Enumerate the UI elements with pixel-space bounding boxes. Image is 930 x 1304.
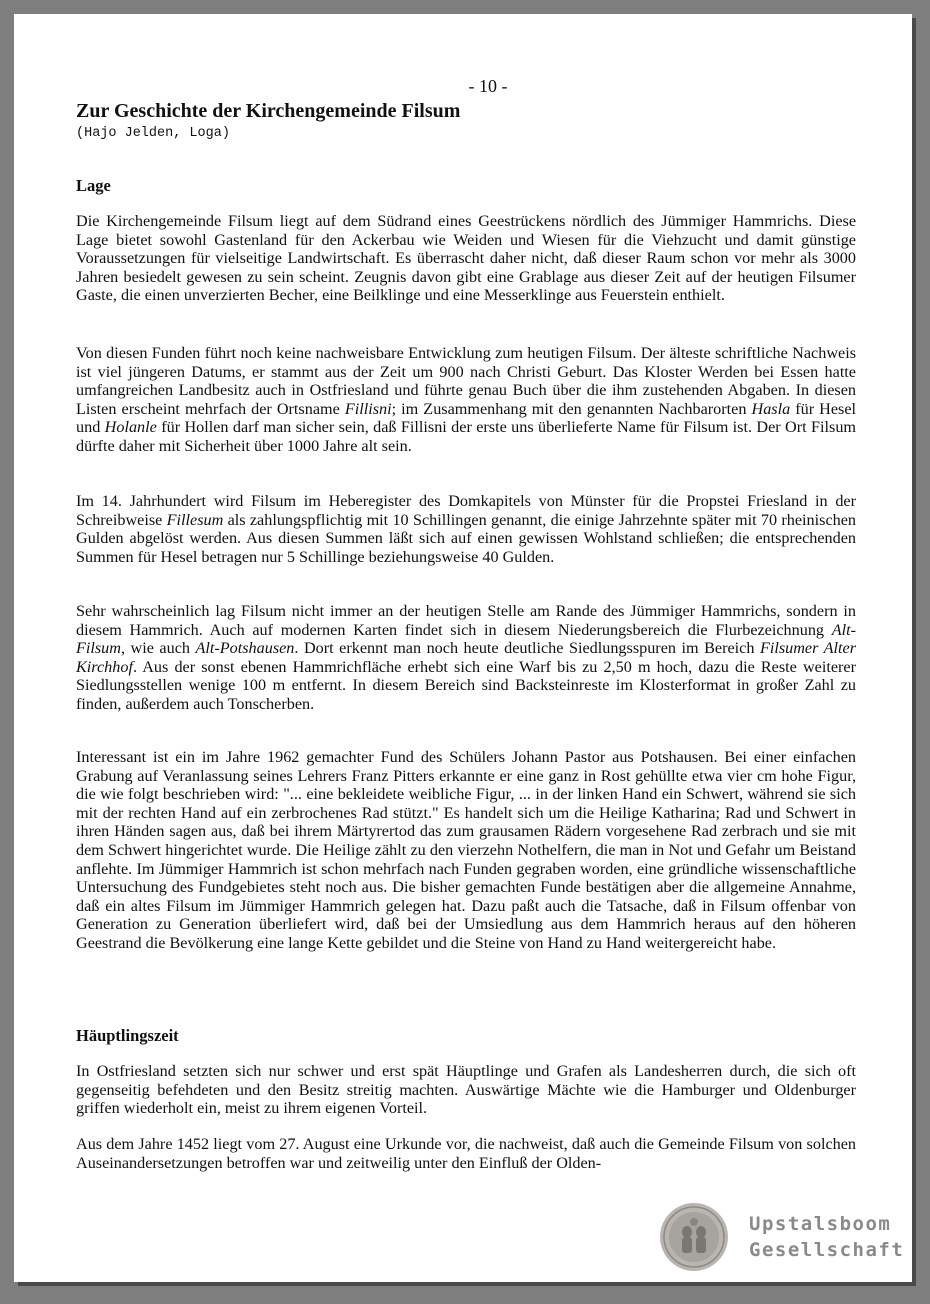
section-heading-haeuptlingszeit: Häuptlingszeit [76,1026,179,1045]
society-logo [659,1202,904,1272]
author-line: (Hajo Jelden, Loga) [76,126,230,141]
place-name-hasla: Hasla [751,399,791,418]
document-title: Zur Geschichte der Kirchengemeinde Filsum [76,100,461,122]
section-heading-lage: Lage [76,176,111,195]
place-name-fillesum: Fillesum [166,510,224,529]
place-name-fillisni: Fillisni [344,399,392,418]
paragraph-lage-4: Sehr wahrscheinlich lag Filsum nicht immer an der heutigen Stelle am Rande des Jümmiger Hammrichs, sondern in diesem Hammrich. Auch auf modernen Karten findet sich in diesem Niederungsbereich die Flurbezeichnung Alt-Filsum, wie auch Alt-Potshausen. Dort erkennt man noch heute deutliche Siedlungsspuren im Bereich Filsumer Alter Kirchhof. Aus der sonst ebenen Hammrichfläche erhebt sich eine Warf bis zu 2,50 m hoch, dazu die Reste weiterer Siedlungsstellen wenige 100 m entfernt. In diesem Bereich sind Backsteinreste im Klosterformat in großer Zahl zu finden, außerdem auch Tonscherben. [76,602,856,713]
place-name-alter-kirchhof: Filsumer Alter Kirchhof [76,639,856,676]
document-page [14,14,912,1282]
logo-text [749,1211,904,1263]
place-name-alt-filsum: Alt-Filsum [76,620,856,658]
paragraph-haeuptlingszeit-2: Aus dem Jahre 1452 liegt vom 27. August eine Urkunde vor, die nachweist, daß auch die Gemeinde Filsum von solchen Auseinandersetzungen betroffen war und zeitweilig unter den Einfluß der Olden- [76,1135,856,1172]
paragraph-lage-2: Von diesen Funden führt noch keine nachweisbare Entwicklung zum heutigen Filsum. Der älteste schriftliche Nachweis ist viel jüngeren Datums, er stammt aus der Zeit um 900 nach Christi Geburt. Das Kloster Werden bei Essen hatte umfangreichen Landbesitz auch in Ostfriesland und führte genau Buch über die ihm zustehenden Abgaben. In diesen Listen erscheint mehrfach der Ortsname Fillisni; im Zusammenhang mit den genannten Nachbarorten Hasla für Hesel und Holanle für Hollen darf man sicher sein, daß Fillisni der erste uns überlieferte Name für Filsum ist. Der Ort Filsum dürfte daher mit Sicherheit über 1000 Jahre alt sein. [76,344,857,455]
page-number: - 10 - [468,76,508,96]
logo-line-1: Upstalsboom [749,1213,892,1235]
paragraph-lage-1: Die Kirchengemeinde Filsum liegt auf dem Südrand eines Geestrückens nördlich des Jümmiger Hammrichs. Diese Lage bietet sowohl Gastenland für den Ackerbau wie Weiden und Wiesen für die Viehzucht und damit günstige Voraussetzungen für vielseitige Landwirtschaft. Es überrascht daher nicht, daß dieser Raum schon vor mehr als 3000 Jahren besiedelt gewesen zu sein scheint. Zeugnis davon gibt eine Grablage aus dieser Zeit auf der heutigen Filsumer Gaste, die einen unverzierten Becher, eine Beilklinge und eine Messerklinge aus Feuerstein enthielt. [76,212,856,305]
place-name-holanle: Holanle [104,418,157,437]
logo-line-2: Gesellschaft [749,1239,905,1261]
place-name-alt-potshausen: Alt-Potshausen [195,639,295,658]
paragraph-lage-5: Interessant ist ein im Jahre 1962 gemachter Fund des Schülers Johann Pastor aus Potshausen. Bei einer einfachen Grabung auf Veranlassung seines Lehrers Franz Pitters erkannte er eine ganz in Rost gehüllte etwa vier cm hohe Figur, die wie folgt beschrieben wird: "... eine bekleidete weibliche Figur, ... in der linken Hand ein Schwert, während sie sich mit der rechten Hand auf ein zerbrochenes Rad stützt." Es handelt sich um die Heilige Katharina; Rad und Schwert in ihren Händen sagen aus, daß bei ihrem Märtyrertod das zum grausamen Rädern vorgesehene Rad zerbrach und sie mit dem Schwert hingerichtet wurde. Die Heilige zählt zu den vierzehn Nothelfern, die man in Not und Gefahr um Beistand anflehte. Im Jümmiger Hammrich ist schon mehrfach nach Funden gegraben worden, eine gründliche wissenschaftliche Untersuchung des Fundgebietes steht noch aus. Die bisher gemachten Funde bestätigen aber die allgemeine Annahme, daß ein altes Filsum im Jümmiger Hammrich gelegen hat. Dazu paßt auch die Tatsache, daß in Filsum offenbar von Generation zu Generation überliefert wird, daß bei der Umsiedlung aus dem Hammrich heraus auf den höheren Geestrand die Bevölkerung eine lange Kette gebildet und die Steine von Hand zu Hand weitergereicht habe. [76,748,856,952]
paragraph-lage-3: Im 14. Jahrhundert wird Filsum im Heberegister des Domkapitels von Münster für die Propstei Friesland in der Schreibweise Fillesum als zahlungspflichtig mit 10 Schillingen genannt, die einige Jahrzehnte später mit 70 rheinischen Gulden abgelöst werden. Aus diesen Summen läßt sich auf einen gewissen Wohlstand schließen; die entsprechenden Summen für Hesel betragen nur 5 Schillinge beziehungsweise 40 Gulden. [76,492,856,566]
seal-icon [659,1202,729,1272]
paragraph-haeuptlingszeit-1: In Ostfriesland setzten sich nur schwer und erst spät Häuptlinge und Grafen als Landesherren durch, die sich oft gegenseitig befehdeten und den Besitz streitig machten. Auswärtige Mächte wie die Hamburger und Oldenburger griffen wiederholt ein, meist zu ihrem eigenen Vorteil. [76,1062,856,1118]
